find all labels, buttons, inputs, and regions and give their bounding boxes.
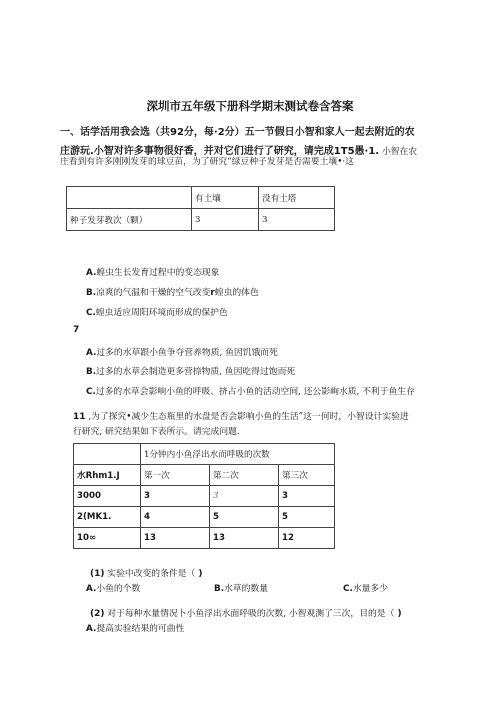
option-letter: C. bbox=[86, 387, 96, 397]
option-text-tail: 蝗虫的体色 bbox=[214, 288, 259, 298]
sub1-option-b bbox=[214, 581, 268, 594]
table-cell: 没有土塔 bbox=[259, 187, 335, 209]
table-cell: 3 bbox=[210, 486, 279, 507]
table-cell: 3 bbox=[141, 486, 210, 507]
q11-line2: 行研究, 研究结果如下表所示。请完成问题. bbox=[73, 427, 240, 437]
section-heading-line1: 一、话学活用我会选（共92分，每·2分）五一节假日小智和家人一起去附近的农 bbox=[60, 127, 415, 138]
question-intro-line: 庄看到有许多刚刚发芽的球豆苗，为了研究“绿豆种子发芽是否需要土壤•·这 bbox=[60, 157, 354, 167]
option-text: 提高实验结果的可曲性 bbox=[96, 624, 185, 634]
q7-option-a bbox=[86, 345, 278, 358]
option-text-bold: r bbox=[210, 288, 215, 298]
option-letter: A. bbox=[86, 584, 97, 594]
table-cell: 13 bbox=[141, 528, 210, 549]
table-row bbox=[74, 486, 335, 507]
sub2-option-a bbox=[86, 621, 184, 634]
question-text: ,为了探究•减少生态瓶里的水盘是否会影响小鱼的生活”这一何时，小智设计实验进 bbox=[85, 412, 409, 422]
sub-question-text: 实验中改变的条件是（ bbox=[104, 569, 196, 579]
table-cell: 种子发芽教次（颗） bbox=[67, 209, 192, 231]
q1-option-a bbox=[86, 265, 220, 278]
table-row bbox=[74, 444, 335, 465]
table-cell: 10∞ bbox=[74, 528, 141, 549]
question-number-11: 11 bbox=[73, 412, 86, 422]
q1-option-b bbox=[86, 285, 259, 298]
table-cell: 2(MK1. bbox=[74, 507, 141, 528]
table-row bbox=[74, 465, 335, 486]
table-row bbox=[74, 507, 335, 528]
question-number-7: 7 bbox=[73, 325, 80, 335]
answer-blank: ) bbox=[195, 569, 203, 579]
table-cell: 5 bbox=[279, 507, 335, 528]
sub-question-2 bbox=[90, 601, 402, 620]
table-cell: 4 bbox=[141, 507, 210, 528]
option-text: 过多的水草会影响小鱼的呼吸、挤占小鱼的活动空间, 还公影峋水质, 不利于鱼生存 bbox=[95, 387, 415, 397]
table-cell: 第二次 bbox=[210, 465, 279, 486]
table-cell bbox=[74, 444, 141, 465]
answer-blank: ) bbox=[394, 609, 402, 619]
option-text: 水量多少 bbox=[352, 584, 389, 594]
table-cell: 5 bbox=[210, 507, 279, 528]
table-cell: 3 bbox=[259, 209, 335, 231]
table-cell: 13 bbox=[210, 528, 279, 549]
sub-question-number: (1) bbox=[90, 569, 105, 579]
table-cell: 第一次 bbox=[141, 465, 210, 486]
q7-option-b bbox=[86, 364, 295, 377]
section-heading-line2-bold: 庄游玩.小智对许多事物很好香，并对它们进行了研究，请完成1T5愚·1. bbox=[60, 146, 380, 157]
q7-option-c bbox=[86, 384, 415, 397]
option-text: 蝗虫生长发育过程中的变态现象 bbox=[96, 268, 220, 278]
table-cell: 12 bbox=[279, 528, 335, 549]
table-cell: 3 bbox=[192, 209, 259, 231]
table-span-header: 1分钟内小鱼浮出水而呼吸的次数 bbox=[141, 444, 335, 465]
option-text: 小鱼的个数 bbox=[96, 584, 141, 594]
q1-option-c bbox=[86, 305, 228, 318]
sub1-option-a bbox=[86, 581, 140, 594]
option-letter: A. bbox=[86, 268, 97, 278]
option-letter: C. bbox=[86, 308, 96, 318]
option-letter: B. bbox=[86, 288, 97, 298]
option-text: 水草的数量 bbox=[224, 584, 269, 594]
table-row bbox=[67, 187, 335, 209]
option-letter: B. bbox=[214, 584, 225, 594]
option-text: 蝗虫适应周阳环境而形成的保护色 bbox=[95, 308, 228, 318]
germination-table bbox=[66, 186, 335, 231]
table-row bbox=[74, 528, 335, 549]
option-letter: B. bbox=[86, 367, 97, 377]
option-text: 过多的水草跟小鱼争夺营养物质, 鱼因饥饿而死 bbox=[96, 348, 278, 358]
option-letter: A. bbox=[86, 348, 97, 358]
fish-breathing-table bbox=[73, 443, 335, 549]
section-heading-line2-tail: 小智在农 bbox=[379, 147, 418, 157]
table-cell: 第三次 bbox=[279, 465, 335, 486]
option-text: 凉爽的气温和干燥的空气改变 bbox=[96, 288, 211, 298]
table-cell: 有土壤 bbox=[192, 187, 259, 209]
page-title: 深圳市五年级下册科学期末测试卷含答案 bbox=[146, 99, 354, 113]
table-cell bbox=[67, 187, 192, 209]
table-cell: 3 bbox=[279, 486, 335, 507]
table-row bbox=[67, 209, 335, 231]
sub-question-text: 对于每种水量情况卜小鱼浮出水面呼吸的次数, 小智观测了三次，目的是（ bbox=[104, 609, 395, 619]
option-letter: C. bbox=[343, 584, 353, 594]
q11-line1 bbox=[73, 404, 409, 423]
option-letter: A. bbox=[86, 624, 97, 634]
sub-question-1 bbox=[90, 561, 203, 580]
table-cell: 水Rhm1.J bbox=[74, 465, 141, 486]
sub-question-number: (2) bbox=[90, 609, 105, 619]
table-cell: 3000 bbox=[74, 486, 141, 507]
sub1-option-c bbox=[343, 581, 388, 594]
option-text: 过多的水草会制造更多营捺物质, 鱼因吃得过饱而死 bbox=[96, 367, 296, 377]
